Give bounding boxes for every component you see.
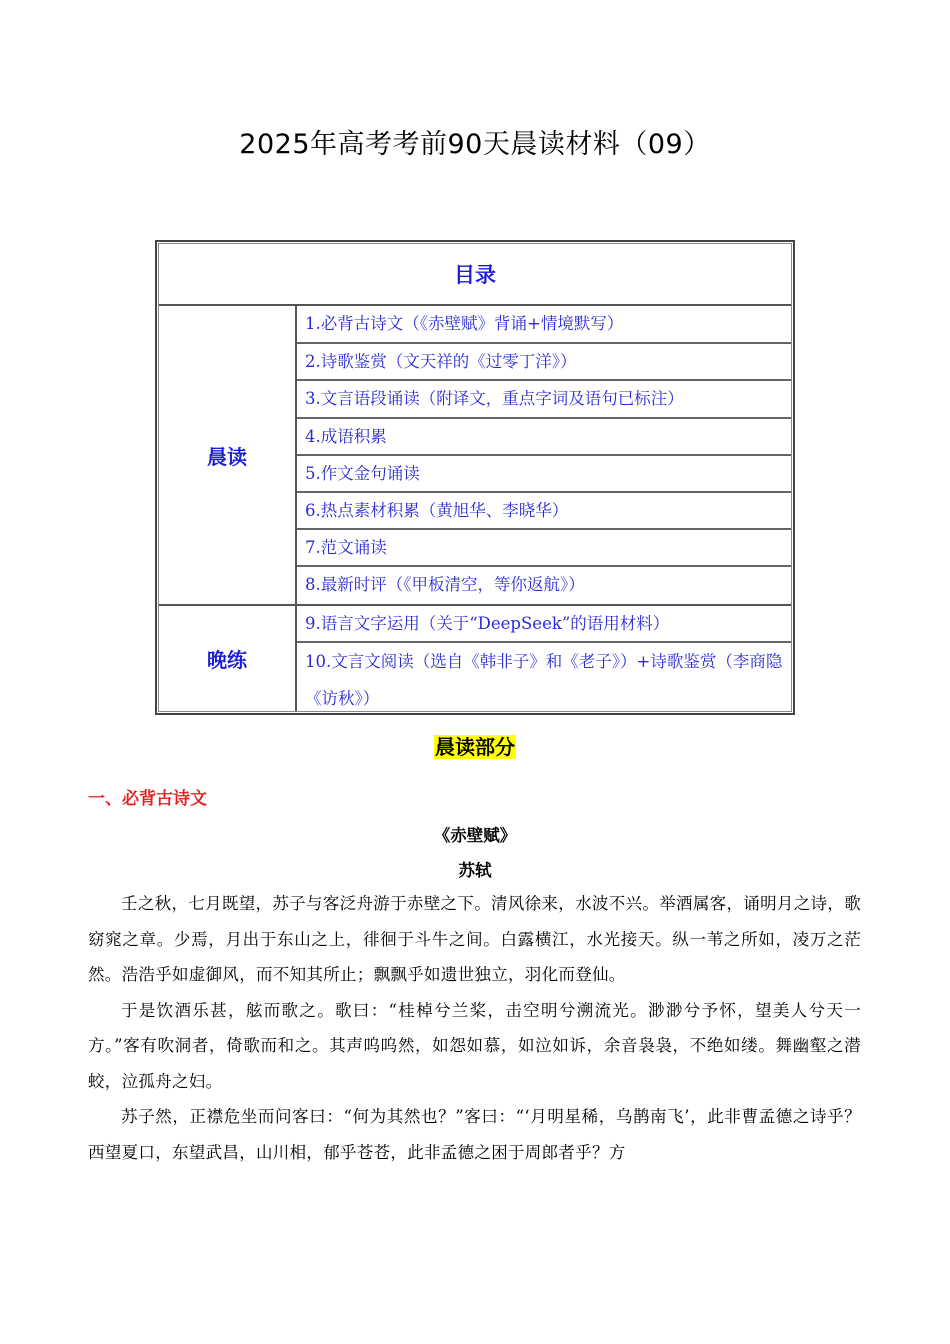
toc-item: 8.最新时评（《甲板清空，等你返航》） — [305, 575, 585, 594]
poem-text — [88, 886, 861, 1170]
toc-section-label: 晨读 — [159, 306, 297, 604]
toc-item: 4.成语积累 — [297, 419, 791, 456]
section-heading: 一、必背古诗文 — [88, 789, 207, 809]
toc-item: 5.作文金句诵读 — [297, 456, 791, 493]
toc-item: 3.文言语段诵读（附译文，重点字词及语句已标注） — [297, 381, 791, 419]
toc-item: 1.必背古诗文（《赤壁赋》背诵+情境默写） — [297, 306, 791, 344]
banner-label: 晨读部分 — [435, 735, 515, 759]
toc-item: 7.范文诵读 — [297, 530, 791, 567]
toc-item: 2.诗歌鉴赏（文天祥的《过零丁洋》） — [297, 344, 791, 381]
page-title: 2025年高考考前90天晨读材料（09） — [239, 129, 711, 160]
poem-title: 《赤壁赋》 — [433, 826, 517, 845]
toc-item: 10.文言文阅读（选自《韩非子》和《老子》）+诗歌鉴赏（李商隐《访秋》） — [305, 652, 783, 708]
paragraph: 壬之秋，七月既望，苏子与客泛舟游于赤壁之下。清风徐来，水波不兴。举酒属客，诵明月之诗，歌窈窕之章。少焉，月出于东山之上，徘徊于斗牛之间。白露横江，水光接天。纵一苇之所如，凌万之茫然。浩浩乎如虚御风，而不知其所止；飘飘乎如遗世独立，羽化而登仙。 — [88, 894, 861, 984]
toc-section-morning — [159, 306, 791, 604]
toc-heading: 目录 — [159, 244, 791, 306]
toc-section-label: 晚练 — [159, 606, 297, 711]
toc-item: 6.热点素材积累（黄旭华、李晓华） — [297, 493, 791, 530]
toc-item: 9.语言文字运用（关于“DeepSeek”的语用材料） — [297, 606, 791, 643]
poem-author: 苏轼 — [458, 861, 492, 880]
paragraph: 苏子然，正襟危坐而问客曰：“何为其然也？”客曰：“‘月明星稀，乌鹊南飞’，此非曹孟德之诗乎？西望夏口，东望武昌，山川相，郁乎苍苍，此非孟德之困于周郎者乎？方 — [88, 1107, 861, 1162]
toc-section-evening — [159, 606, 791, 711]
paragraph: 于是饮酒乐甚，舷而歌之。歌曰：“桂棹兮兰桨，击空明兮溯流光。渺渺兮予怀，望美人兮天一方。”客有吹洞者，倚歌而和之。其声呜呜然，如怨如慕，如泣如诉，余音袅袅，不绝如缕。舞幽壑之潜蛟，泣孤舟之妇。 — [88, 1000, 861, 1091]
table-of-contents — [155, 240, 795, 715]
morning-reading-banner — [0, 731, 950, 760]
